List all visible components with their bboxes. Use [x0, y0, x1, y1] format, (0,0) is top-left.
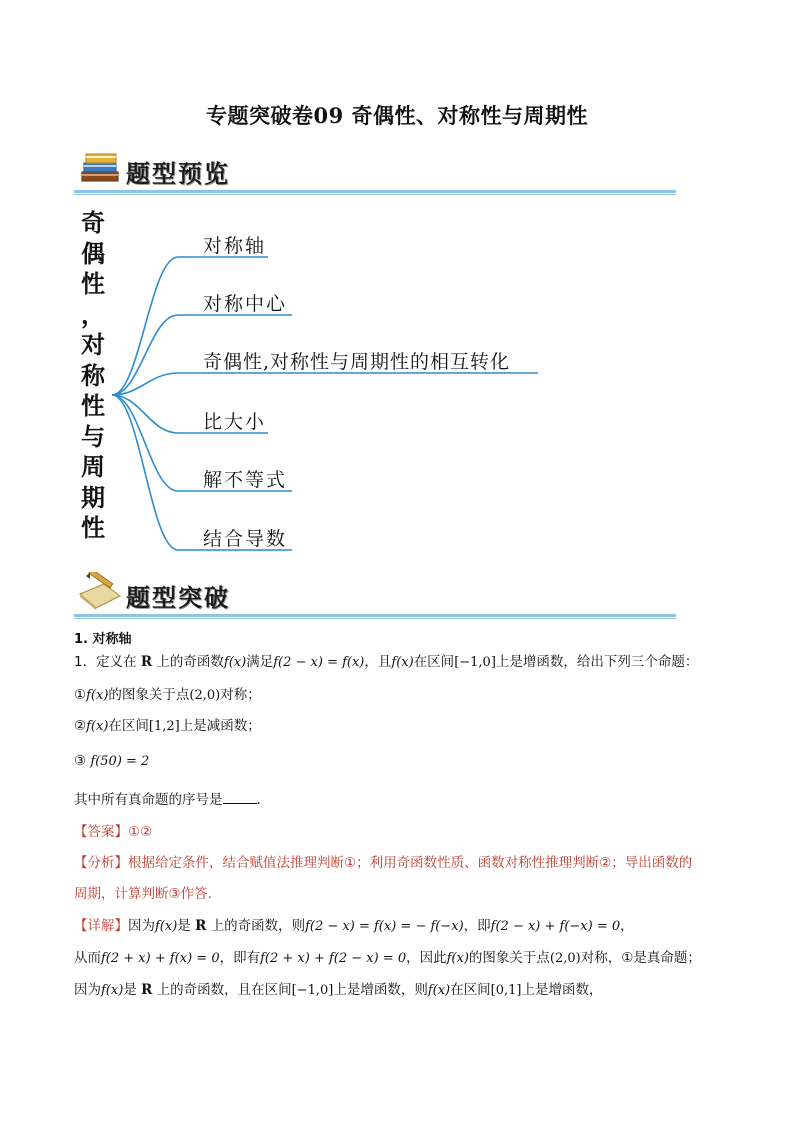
mindmap-branch-symmetry-center: 对称中心	[203, 293, 288, 315]
mindmap-branch-line	[112, 373, 538, 395]
banner-label: 题型突破	[126, 584, 230, 612]
problem-item-1: ①f(x)的图象关于点(2,0)对称；	[74, 687, 261, 703]
analysis: 【分析】根据给定条件，结合赋值法推理判断①；利用奇函数性质、函数对称性推理判断②；导出函数的	[74, 855, 693, 871]
section-heading: 1. 对称轴	[74, 632, 132, 647]
mindmap-branch-symmetry-axis: 对称轴	[203, 235, 267, 257]
answer-blank	[223, 791, 257, 804]
page-title: 专题突破卷09 奇偶性、对称性与周期性	[205, 103, 589, 128]
problem-statement: 1．定义在 R 上的奇函数f(x)满足f(2 − x) = f(x)，且f(x)在区间[−1,0]上是增函数，给出下列三个命题：	[74, 654, 699, 670]
problem-question: 其中所有真命题的序号是 ．	[74, 792, 270, 808]
mindmap-branch-derivative: 结合导数	[203, 528, 288, 550]
detail-line-2: 从而f(2 + x) + f(x) = 0，即有f(2 + x) + f(2 − x) = 0，因此f(x)的图象关于点(2,0)对称，①是真命题；	[74, 950, 701, 966]
banner-label: 题型预览	[126, 160, 230, 188]
problem-item-2: ②f(x)在区间[1,2]上是减函数；	[74, 718, 261, 734]
detail-line-3: 因为f(x)是 R 上的奇函数，且在区间[−1,0]上是增函数，则f(x)在区间[0,1]上是增函数，	[74, 982, 603, 998]
divider	[74, 614, 676, 617]
analysis-cont: 周期，计算判断③作答.	[74, 886, 212, 902]
divider	[74, 618, 676, 619]
mindmap-branch-conversion: 奇偶性,对称性与周期性的相互转化	[203, 351, 511, 373]
section-banner-breakthrough	[74, 570, 676, 618]
answer: 【答案】①②	[74, 824, 153, 840]
detail-line-1: 【详解】因为f(x)是 R 上的奇函数，则f(2 − x) = f(x) = − f(−x)，即f(2 − x) + f(−x) = 0，	[74, 918, 634, 934]
mindmap-branch-compare: 比大小	[203, 411, 267, 433]
problem-item-3: ③ f(50) = 2	[74, 753, 150, 769]
mindmap-root: 奇 偶 性 ， 对 称 性 与 周 期 性	[81, 209, 105, 542]
mindmap-branch-inequality: 解不等式	[203, 469, 288, 491]
pencil-book-icon	[78, 572, 122, 610]
